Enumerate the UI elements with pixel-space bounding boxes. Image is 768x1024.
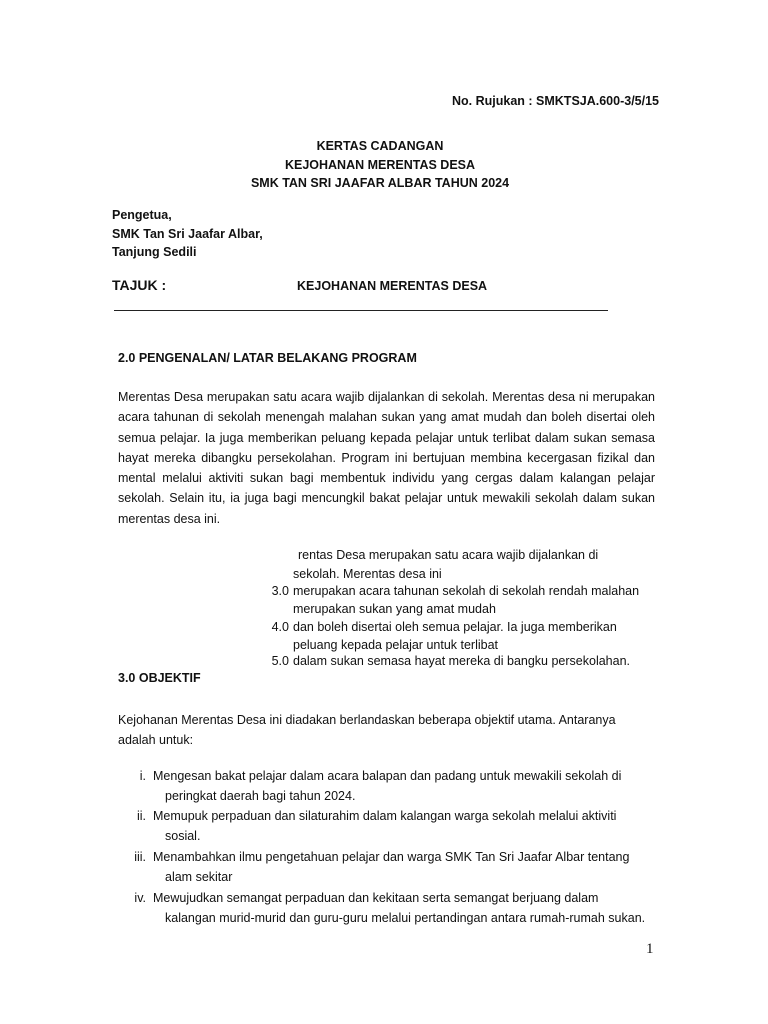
title-line: SMK TAN SRI JAAFAR ALBAR TAHUN 2024 [250,176,510,190]
list-line: rentas Desa merupakan satu acara wajib dijalankan di [298,548,599,562]
page-number: 1 [646,941,654,957]
document-title [180,137,580,193]
title-line: KEJOHANAN MERENTAS DESA [284,157,476,172]
section-3-intro: Kejohanan Merentas Desa ini diadakan berlandaskan beberapa objektif utama. Antaranya adalah untuk: [118,713,616,748]
address-line: Tanjung Sedili [112,245,197,259]
list-line: peluang kepada pelajar untuk terlibat [293,638,499,652]
section-2-heading: 2.0 PENGENALAN/ LATAR BELAKANG PROGRAM [118,351,417,365]
title-line: KERTAS CADANGAN [316,139,444,153]
recipient-address [112,206,412,262]
list-line: 5.0 dalam sukan semasa hayat mereka di bangku persekolahan. [271,654,631,668]
list-line: merupakan sukan yang amat mudah [293,602,496,616]
reference-number: No. Rujukan : SMKTSJA.600-3/5/15 [452,94,660,108]
list-line: 4.0 dan boleh disertai oleh semua pelajar. Ia juga memberikan [271,620,617,634]
list-line: sekolah. Merentas desa ini [293,567,442,581]
list-line: 3.0 merupakan acara tahunan sekolah di sekolah rendah malahan [271,584,640,598]
section-2-body: Merentas Desa merupakan satu acara wajib dijalankan di sekolah. Merentas desa ni merupakan acara tahunan di sekolah menengah malahan sukan yang amat mudah dan boleh disertai oleh semua pelajar. Ia juga memberikan peluang kepada pelajar untuk terlibat dalam sukan semasa hayat mereka dibangku persekolahan. Program ini bertujuan membina kecergasan fizikal dan mental melalui aktiviti sukan bagi membentuk individu yang cergas dalam kalangan pelajar sekolah. Selain itu, ia juga bagi mencungkil bakat pelajar untuk mewakili sekolah dalam sukan merentas desa ini. [118,390,655,526]
numbered-list-block [0,548,768,678]
tajuk-label: TAJUK : [112,277,167,293]
section-3-heading: 3.0 OBJEKTIF [118,671,201,685]
address-line: Pengetua, [112,208,172,222]
objectives-list: i. Mengesan bakat pelajar dalam acara balapan dan padang untuk mewakili sekolah di peringkat daerah bagi tahun 2024. ii. Memupuk perpaduan dan silaturahim dalam kalangan warga sekolah melalui aktiviti sosial. iii. Menambahkan ilmu pengetahuan pelajar dan warga SMK Tan Sri Jaafar Albar tentang alam sekitar iv. Mewujudkan semangat perpaduan dan kekitaan serta semangat berjuang dalam kalangan murid-murid dan guru-guru melalui pertandingan antara rumah-rumah sukan. [134,769,646,925]
divider-line [114,310,608,311]
tajuk-value: KEJOHANAN MERENTAS DESA [297,279,488,293]
address-line: SMK Tan Sri Jaafar Albar, [112,226,263,241]
